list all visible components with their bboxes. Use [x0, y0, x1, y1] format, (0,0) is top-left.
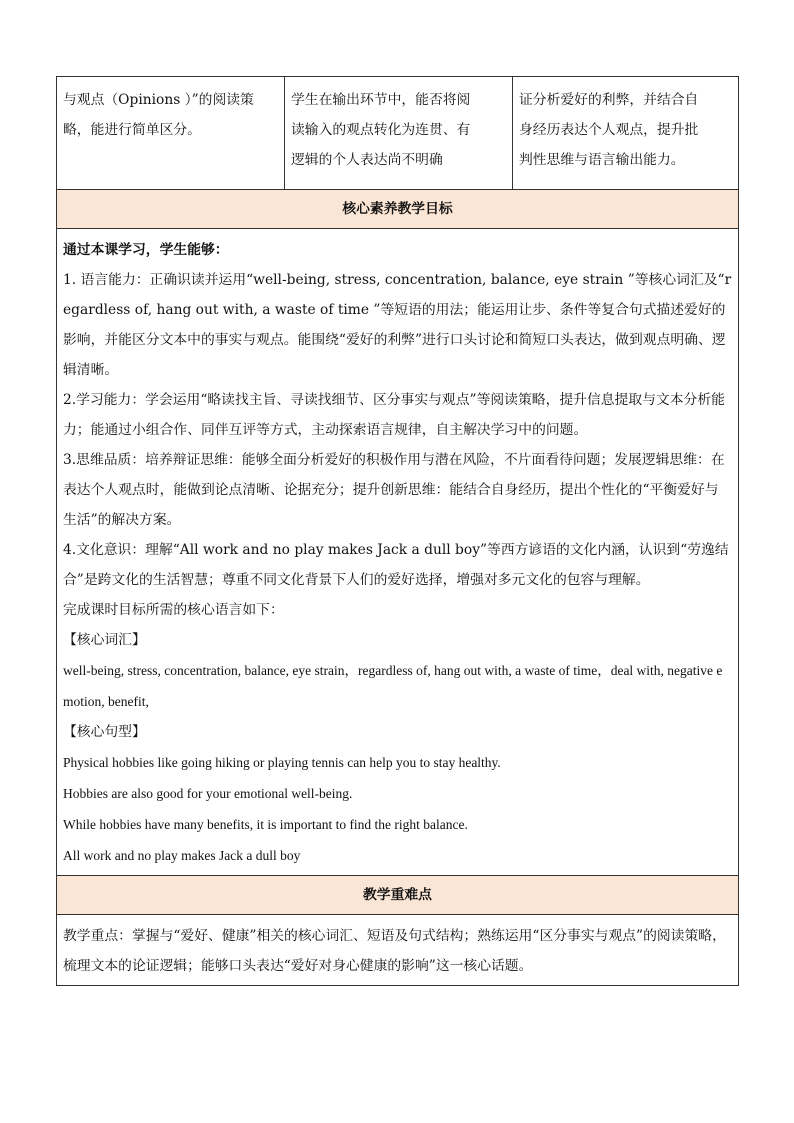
- sentence-item: While hobbies have many benefits, it is important to find the right balance.: [63, 817, 468, 832]
- sentence-item: All work and no play makes Jack a dull boy: [63, 848, 301, 863]
- text-line: 逻辑的个人表达尚不明确: [291, 152, 443, 168]
- critical-thinking-cell: [513, 77, 739, 190]
- student-output-cell: [285, 77, 513, 190]
- reading-strategy-cell: [57, 77, 285, 190]
- text-line: 身经历表达个人观点，提升批: [519, 122, 699, 138]
- objective-thinking-quality: 3.思维品质：培养辩证思维：能够全面分析爱好的积极作用与潜在风险，不片面看待问题；发展逻辑思维：在表达个人观点时，能做到论点清晰、论据充分；提升创新思维：能结合自身经历，提出个性化的“平衡爱好与生活”的解决方案。: [63, 452, 725, 528]
- section-heading: 教学重难点: [57, 876, 739, 915]
- text-line: 判性思维与语言输出能力。: [519, 152, 685, 168]
- sentence-item: Physical hobbies like going hiking or playing tennis can help you to stay healthy.: [63, 755, 501, 770]
- text-line: 略，能进行简单区分。: [63, 122, 201, 138]
- text-line: 读输入的观点转化为连贯、有: [291, 122, 471, 138]
- teaching-focus-text: 教学重点：掌握与“爱好、健康”相关的核心词汇、短语及句式结构；熟练运用“区分事实与观点”的阅读策略，梳理文本的论证逻辑；能够口头表达“爱好对身心健康的影响”这一核心话题。: [63, 928, 726, 974]
- vocab-list: well-being, stress, concentration, balance, eye strain，regardless of, hang out with, a waste of time，deal with, negative emotion, benefit,: [63, 663, 723, 709]
- objective-language-ability: 1. 语言能力：正确识读并运用“well-being, stress, concentration, balance, eye strain ”等核心词汇及“regardless of, hang out with, a waste of time ”等短语的用法；能运用让步、条件等复合句式描述爱好的影响，并能区分文本中的事实与观点。能围绕“爱好的利弊”进行口头讨论和简短口头表达，做到观点明确、逻辑清晰。: [63, 272, 732, 378]
- text-line: 与观点（Opinions ）”的阅读策: [63, 92, 254, 108]
- key-difficulty-body-row: [57, 915, 739, 986]
- objective-cultural-awareness: 4.文化意识：理解“All work and no play makes Jack a dull boy”等西方谚语的文化内涵，认识到“劳逸结合”是跨文化的生活智慧；尊重不同文化背景下人们的爱好选择，增强对多元文化的包容与理解。: [63, 542, 729, 588]
- sentence-heading: 【核心句型】: [63, 724, 146, 740]
- core-literacy-body: [57, 229, 739, 876]
- core-literacy-body-row: [57, 229, 739, 876]
- key-difficulty-heading-row: [57, 876, 739, 915]
- intro-text: 通过本课学习，学生能够：: [63, 242, 229, 258]
- section-heading: 核心素养教学目标: [57, 190, 739, 229]
- continuation-row: [57, 77, 739, 190]
- lesson-plan-table: [56, 76, 739, 986]
- objective-learning-ability: 2.学习能力：学会运用“略读找主旨、寻读找细节、区分事实与观点”等阅读策略，提升信息提取与文本分析能力；能通过小组合作、同伴互评等方式，主动探索语言规律，自主解决学习中的问题。: [63, 392, 725, 438]
- key-difficulty-body: [57, 915, 739, 986]
- sentence-item: Hobbies are also good for your emotional well-being.: [63, 786, 353, 801]
- core-literacy-heading-row: [57, 190, 739, 229]
- text-line: 学生在输出环节中，能否将阅: [291, 92, 471, 108]
- text-line: 证分析爱好的利弊，并结合自: [519, 92, 699, 108]
- core-language-intro: 完成课时目标所需的核心语言如下：: [63, 602, 284, 618]
- vocab-heading: 【核心词汇】: [63, 632, 146, 648]
